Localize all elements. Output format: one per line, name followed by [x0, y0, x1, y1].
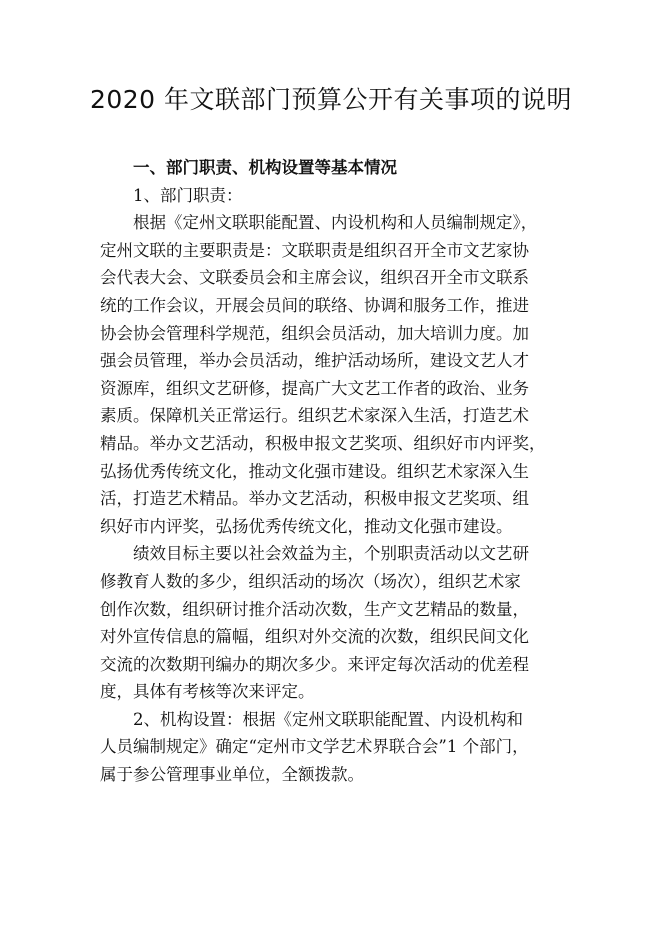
- paragraph-line: 素质。保障机关正常运行。组织艺术家深入生活，打造艺术: [100, 406, 529, 426]
- paragraph-line: 2、机构设置：根据《定州文联职能配置、内设机构和: [133, 709, 523, 729]
- paragraph-line: 活，打造艺术精品。举办文艺活动，积极申报文艺奖项、组: [100, 489, 529, 509]
- paragraph-line: 强会员管理，举办会员活动，维护活动场所，建设文艺人才: [100, 351, 529, 371]
- paragraph-line: 根据《定州文联职能配置、内设机构和人员编制规定》，: [133, 213, 538, 233]
- paragraph-line: 资源库，组织文艺研修，提高广大文艺工作者的政治、业务: [100, 378, 529, 398]
- document-body: [100, 154, 575, 789]
- paragraph-line: 统的工作会议，开展会员间的联络、协调和服务工作，推进: [100, 295, 529, 315]
- paragraph-line: 人员编制规定》确定“定州市文学艺术界联合会”1 个部门，: [100, 737, 529, 757]
- paragraph-line: 创作次数，组织研讨推介活动次数，生产文艺精品的数量，: [100, 599, 529, 619]
- paragraph-organization: [100, 706, 575, 789]
- subsection-heading-duties: 1、部门职责：: [133, 185, 243, 205]
- section-heading: 一、部门职责、机构设置等基本情况: [133, 158, 397, 177]
- paragraph-line: 修教育人数的多少，组织活动的场次（场次），组织艺术家: [100, 571, 521, 591]
- paragraph-line: 织好市内评奖，弘扬优秀传统文化，推动文化强市建设。: [100, 516, 513, 536]
- paragraph-line: 协会协会管理科学规范，组织会员活动，加大培训力度。加: [100, 323, 529, 343]
- paragraph-line: 属于参公管理事业单位，全额拨款。: [100, 765, 364, 785]
- paragraph-performance-goals: [100, 540, 575, 706]
- paragraph-line: 交流的次数期刊编办的期次多少。来评定每次活动的优差程: [100, 654, 529, 674]
- paragraph-line: 精品。举办文艺活动，积极申报文艺奖项、组织好市内评奖，: [100, 433, 546, 453]
- paragraph-line: 弘扬优秀传统文化，推动文化强市建设。组织艺术家深入生: [100, 461, 529, 481]
- document-title: 2020 年文联部门预算公开有关事项的说明: [89, 85, 573, 114]
- paragraph-line: 对外宣传信息的篇幅，组织对外交流的次数，组织民间文化: [100, 627, 529, 647]
- paragraph-line: 度，具体有考核等次来评定。: [100, 682, 315, 702]
- paragraph-line: 绩效目标主要以社会效益为主，个别职责活动以文艺研: [133, 544, 529, 564]
- paragraph-line: 会代表大会、文联委员会和主席会议，组织召开全市文联系: [100, 268, 529, 288]
- paragraph-line: 定州文联的主要职责是：文联职责是组织召开全市文艺家协: [100, 240, 529, 260]
- paragraph-duties: [100, 209, 575, 540]
